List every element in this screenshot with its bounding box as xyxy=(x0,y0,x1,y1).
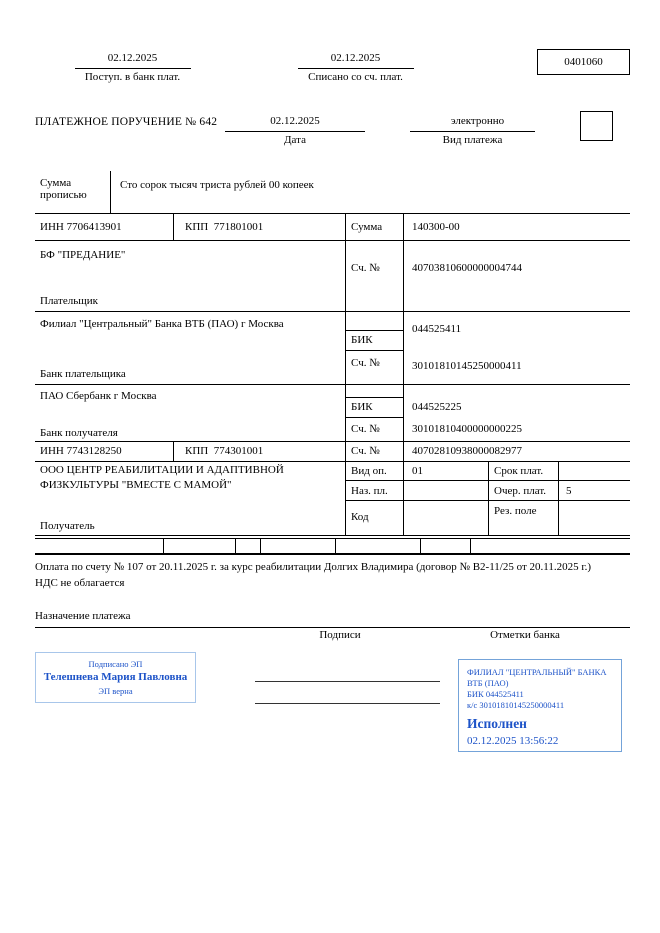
vid-op-value: 01 xyxy=(412,465,423,477)
op-column-divider xyxy=(558,461,559,535)
tax-strip-divider xyxy=(470,538,471,553)
payment-kind-label: Вид платежа xyxy=(442,134,503,146)
received-in-bank-label: Поступ. в банк плат. xyxy=(84,71,181,83)
tax-strip-divider xyxy=(335,538,336,553)
payment-kind-underline xyxy=(410,131,535,132)
signer-name: Телешнева Мария Павловна xyxy=(43,671,188,683)
execution-status: Исполнен xyxy=(467,716,527,731)
payer-account-label: Сч. № xyxy=(351,262,380,274)
tax-strip-divider xyxy=(163,538,164,553)
debited-underline xyxy=(298,68,414,69)
tax-strip-divider xyxy=(260,538,261,553)
payer-bank-label: Банк плательщика xyxy=(40,368,126,380)
value-column-divider xyxy=(403,213,404,535)
payer-account: 40703810600000004744 xyxy=(412,262,522,274)
es-valid-label: ЭП верна xyxy=(98,686,133,696)
payer-label: Плательщик xyxy=(40,295,98,307)
payee-bank-corr-label: Сч. № xyxy=(351,423,380,435)
payer-inn: ИНН 7706413901 xyxy=(40,221,122,233)
bik-cell-line xyxy=(345,397,403,398)
bik-cell-line xyxy=(345,330,403,331)
payment-purpose-label: Назначение платежа xyxy=(35,610,131,622)
payee-bank-bik: 044525225 xyxy=(412,401,462,413)
received-underline xyxy=(75,68,191,69)
inn-kpp-divider xyxy=(173,441,174,461)
payee-account-label: Сч. № xyxy=(351,445,380,457)
date-underline xyxy=(225,131,365,132)
payer-bank-corr-label: Сч. № xyxy=(351,357,380,369)
sum-label: Сумма xyxy=(351,221,383,233)
date-label: Дата xyxy=(284,134,306,146)
tax-strip-bottom-line xyxy=(35,553,630,555)
bik-cell-line xyxy=(345,417,403,418)
payee-bank-corr-account: 30101810400000000225 xyxy=(412,423,522,435)
tax-strip-divider xyxy=(235,538,236,553)
payee-inn: ИНН 7743128250 xyxy=(40,445,122,457)
label-column-divider xyxy=(345,213,346,535)
naz-pl-label: Наз. пл. xyxy=(351,485,388,497)
kod-label: Код xyxy=(351,511,369,523)
purpose-underline xyxy=(35,627,630,628)
payee-name-line1: ООО ЦЕНТР РЕАБИЛИТАЦИИ И АДАПТИВНОЙ xyxy=(40,464,284,476)
document-date: 02.12.2025 xyxy=(270,115,320,127)
inn-kpp-divider xyxy=(173,213,174,240)
document-title: ПЛАТЕЖНОЕ ПОРУЧЕНИЕ № 642 xyxy=(35,116,218,128)
bik-cell-line xyxy=(345,350,403,351)
payee-kpp: КПП 774301001 xyxy=(185,445,264,457)
vid-op-label: Вид оп. xyxy=(351,465,387,477)
amount-in-words: Сто сорок тысяч триста рублей 00 копеек xyxy=(120,179,314,191)
signature-line-1 xyxy=(255,681,440,682)
op-column-divider xyxy=(488,461,489,535)
bank-stamp-bik: БИК 044525411 xyxy=(467,689,524,699)
table-line xyxy=(35,441,630,442)
srok-plat-label: Срок плат. xyxy=(494,465,544,477)
table-line xyxy=(35,461,630,462)
payment-purpose-line1: Оплата по счету № 107 от 20.11.2025 г. за курс реабилитации Долгих Владимира (договор № В2-11/25 от 20.11.2025 г.) xyxy=(35,561,592,573)
table-line xyxy=(35,213,630,214)
form-code-box xyxy=(537,49,630,75)
received-in-bank-date: 02.12.2025 xyxy=(107,52,158,64)
bank-stamp-corr-account: к/с 30101810145250000411 xyxy=(467,700,565,710)
debited-label: Списано со сч. плат. xyxy=(308,71,403,83)
payer-bank-corr-account: 30101810145250000411 xyxy=(412,360,522,372)
payer-bank-bik: 044525411 xyxy=(412,323,462,335)
execution-datetime: 02.12.2025 13:56:22 xyxy=(467,735,559,747)
payee-account: 40702810938000082977 xyxy=(412,445,522,457)
sum-value: 140300-00 xyxy=(412,221,460,233)
payee-bank-bik-label: БИК xyxy=(351,401,373,413)
payer-bank-name: Филиал "Центральный" Банка ВТБ (ПАО) г Москва xyxy=(40,318,284,330)
table-line xyxy=(35,384,630,385)
tax-strip-divider xyxy=(420,538,421,553)
payment-kind-value: электронно xyxy=(450,115,505,127)
payment-purpose-line2: НДС не облагается xyxy=(35,577,125,589)
payee-bank-name: ПАО Сбербанк г Москва xyxy=(40,390,157,402)
bank-stamp-branch-line2: ВТБ (ПАО) xyxy=(467,678,509,688)
payee-label: Получатель xyxy=(40,520,95,532)
payment-kind-code-box xyxy=(580,111,613,141)
bank-execution-stamp xyxy=(458,659,622,752)
amount-in-words-label: Сумма прописью xyxy=(40,177,87,201)
form-code: 0401060 xyxy=(564,56,603,68)
debited-date: 02.12.2025 xyxy=(330,52,381,64)
signatures-heading: Подписи xyxy=(319,629,361,641)
rez-pole-label: Рез. поле xyxy=(494,505,537,517)
table-line xyxy=(35,240,630,241)
payer-bank-bik-label: БИК xyxy=(351,334,373,346)
bank-stamp-branch-line1: ФИЛИАЛ "ЦЕНТРАЛЬНЫЙ" БАНКА xyxy=(467,667,607,677)
signature-line-2 xyxy=(255,703,440,704)
payee-name-line2: ФИЗКУЛЬТУРЫ "ВМЕСТЕ С МАМОЙ" xyxy=(40,479,232,491)
ocher-plat-label: Очер. плат. xyxy=(494,485,547,497)
signed-with-es-label: Подписано ЭП xyxy=(88,659,143,669)
table-line xyxy=(35,535,630,536)
tax-strip-top-line xyxy=(35,538,630,539)
table-line xyxy=(35,311,630,312)
payee-bank-label: Банк получателя xyxy=(40,427,118,439)
payer-kpp: КПП 771801001 xyxy=(185,221,264,233)
amount-words-divider xyxy=(110,171,111,213)
ocher-plat-value: 5 xyxy=(566,485,572,497)
payer-name: БФ "ПРЕДАНИЕ" xyxy=(40,249,126,261)
bank-marks-heading: Отметки банка xyxy=(490,629,560,641)
electronic-signature-stamp xyxy=(35,652,196,703)
